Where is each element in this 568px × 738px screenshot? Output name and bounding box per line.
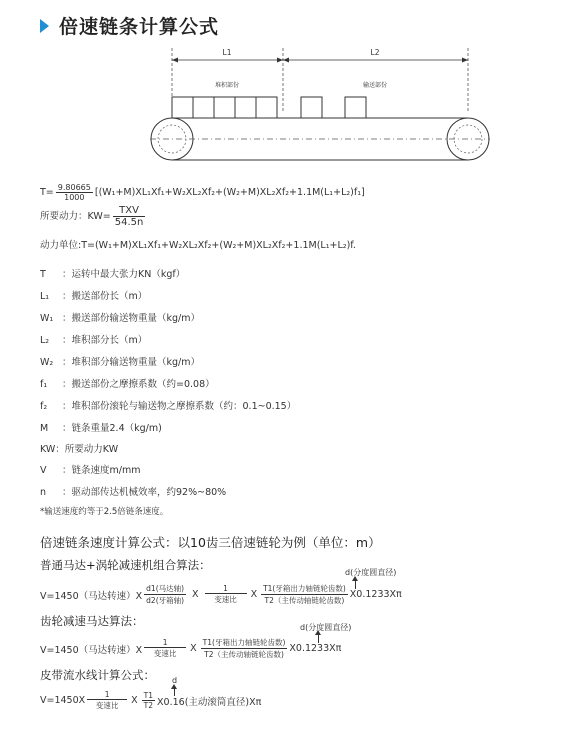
definition-text: ：搬送部份之摩擦系数（约=0.08） (62, 379, 215, 390)
accumulated-label: 堆积部份 (214, 82, 240, 89)
formula-kw-prefix: 所要动力：KW= (40, 211, 111, 222)
definition-symbol: T (40, 269, 46, 280)
eq2-suffix: X0.1233Xπ (289, 643, 342, 654)
eq3-f1-num: 1 (87, 690, 127, 700)
motor-heading: 普通马达+涡轮减速机组合算法： (40, 558, 211, 572)
accumulated-box (193, 97, 214, 118)
definition-symbol: n (40, 487, 47, 498)
eq2-fraction-1 (144, 638, 186, 659)
eq3-times-1: X (131, 695, 138, 706)
eq2-times-1: X (190, 643, 197, 654)
belt-line-heading: 皮带流水线计算公式： (40, 668, 155, 682)
formula-t-fraction (56, 183, 93, 202)
definition-text: ：链条重量2.4（kg/m) (62, 423, 162, 434)
definition-text: ：链条速度m/mm (62, 465, 141, 476)
l1-arrow-left (172, 58, 178, 63)
eq1-f3-den: T2（主传动轴链轮齿数) (264, 596, 345, 605)
l1-arrow-right (277, 58, 283, 63)
definition-text: ：所要动力KW (55, 444, 119, 455)
formula-kw-den: 54.5n (114, 217, 144, 228)
definition-symbol: L₂ (40, 335, 50, 346)
accumulated-box (214, 97, 235, 118)
definition-row (40, 462, 140, 476)
eq3-f2-num: T1 (143, 691, 154, 700)
eq1-times-1: X (192, 589, 199, 600)
definition-row (40, 441, 118, 455)
definition-text: ：驱动部传达机械效率，约92%~80% (62, 487, 227, 498)
definition-symbol: M (40, 423, 49, 434)
l1-label: L1 (222, 48, 232, 57)
formula-t-prefix: T= (40, 187, 54, 198)
eq1-suffix: X0.1233Xπ (349, 589, 402, 600)
definition-row (40, 266, 185, 280)
eq1-fraction-2 (205, 584, 247, 605)
l2-arrow-right (462, 58, 468, 63)
definition-symbol: L₁ (40, 291, 50, 302)
definition-row (40, 398, 296, 412)
definition-symbol: V (40, 465, 47, 476)
conveying-box (301, 97, 322, 118)
conveying-label: 输送部份 (362, 82, 388, 89)
formula-tension (40, 183, 365, 202)
definition-text: ：搬送部份长（m） (62, 291, 148, 302)
eq3-fraction-2 (142, 691, 155, 710)
accumulated-box (256, 97, 277, 118)
formula-kw-num: TXV (113, 205, 146, 217)
definition-row (40, 420, 162, 434)
eq3-f2-den: T2 (143, 701, 154, 710)
definition-symbol: KW (40, 444, 56, 455)
accumulated-box (172, 97, 193, 118)
eq3-prefix: V=1450X (40, 695, 86, 706)
definition-text: ：堆积部份滚轮与输送物之摩擦系数（约：0.1~0.15） (62, 401, 297, 412)
equation-gear-motor (40, 637, 341, 660)
eq1-f2-den: 变速比 (214, 595, 237, 604)
formula-kw-fraction (113, 205, 146, 228)
eq3-suffix: X0.16(主动滚筒直径)Xπ (157, 696, 262, 708)
speed-note: *输送速度约等于2.5倍链条速度。 (40, 507, 169, 517)
conveying-box (345, 97, 366, 118)
definition-text: ：堆积部分长（m） (62, 335, 148, 346)
conveyor-diagram (0, 42, 568, 177)
page-title-text: 倍速链条计算公式 (59, 16, 220, 38)
formula-t-num: 9.80665 (57, 183, 91, 192)
eq2-fraction-2 (201, 637, 288, 660)
definition-text: ：堆积部分输送物重量（kg/m） (62, 357, 200, 368)
definition-row (40, 310, 200, 324)
eq1-prefix: V=1450（马达转速）X (40, 590, 143, 602)
eq1-fraction-3 (261, 583, 348, 606)
eq1-f2-num: 1 (205, 584, 247, 594)
definition-text: ：搬送部份输送物重量（kg/m） (62, 313, 200, 324)
definition-symbol: f₁ (40, 379, 48, 390)
eq1-f1-num: d1(马达轴) (146, 584, 185, 593)
eq1-above-label: d(分度圆直径) (345, 568, 397, 577)
definition-row (40, 354, 200, 368)
eq3-f1-den: 变速比 (95, 701, 119, 710)
l2-label: L2 (370, 48, 380, 57)
eq2-above-label: d(分度圆直径) (300, 623, 352, 632)
equation-belt-line (40, 690, 261, 711)
eq2-f1-den: 变速比 (153, 649, 177, 658)
formula-power (40, 205, 147, 228)
formula-power-unit: 动力单位:T=(W₁+M)XL₁Xf₁+W₂XL₂Xf₂+(W₂+M)XL₂Xf₂+1.1M(L₁+L₂)f. (40, 240, 356, 251)
definition-row (40, 376, 215, 390)
eq1-fraction-1 (144, 583, 186, 606)
definition-row (40, 288, 147, 302)
eq2-f2-den: T2（主传动轴链轮齿数) (204, 650, 284, 659)
definition-row (40, 332, 147, 346)
formula-t-den: 1000 (64, 193, 85, 202)
definition-row (40, 484, 226, 498)
eq3-fraction-1 (87, 690, 127, 711)
eq2-f2-num: T1(牙箱出力轴链轮齿数) (202, 638, 286, 647)
gear-motor-heading: 齿轮减速马达算法： (40, 614, 144, 628)
eq1-f3-num: T1(牙箱出力轴链轮齿数) (263, 584, 346, 593)
definition-symbol: W₁ (40, 313, 54, 324)
definition-symbol: W₂ (40, 357, 54, 368)
page-title (40, 12, 219, 39)
equation-worm-gear (40, 583, 402, 606)
accumulated-box (235, 97, 256, 118)
eq1-times-2: X (250, 589, 258, 600)
speed-formula-heading: 倍速链条速度计算公式：以10齿三倍速链轮为例（单位：m） (40, 535, 381, 550)
title-bullet-icon (40, 19, 49, 33)
eq2-prefix: V=1450（马达转速）X (40, 644, 143, 656)
definition-text: ：运转中最大张力KN（kgf） (62, 269, 186, 280)
definition-symbol: f₂ (40, 401, 48, 412)
eq1-f1-den: d2(牙箱轴) (146, 596, 185, 605)
eq2-f1-num: 1 (144, 638, 186, 648)
eq3-above-label: d (172, 676, 178, 685)
formula-t-body: [(W₁+M)XL₁Xf₁+W₂XL₂Xf₂+(W₂+M)XL₂Xf₂+1.1M(L₁+L₂)f₁] (94, 187, 365, 198)
l2-arrow-left (283, 58, 289, 63)
